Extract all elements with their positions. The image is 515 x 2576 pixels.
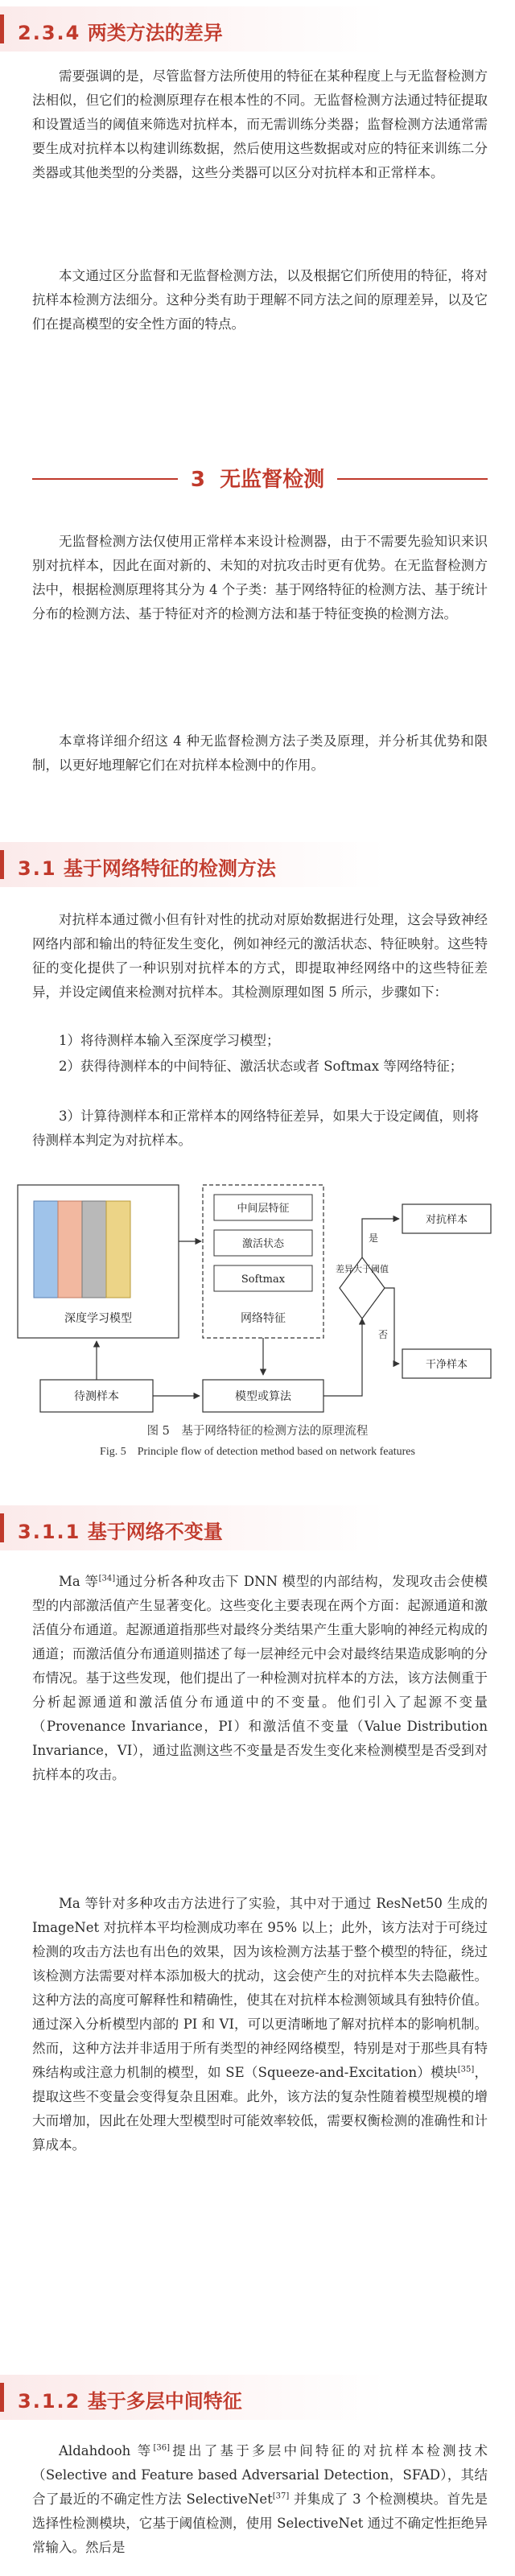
section-heading-3-1 bbox=[0, 842, 515, 887]
feature-label: 中间层特征 bbox=[237, 1203, 290, 1215]
input-label: 待测样本 bbox=[74, 1390, 119, 1403]
section-title bbox=[18, 852, 276, 881]
decision-label: 差异大于阈值 bbox=[336, 1264, 389, 1274]
flow-diagram bbox=[16, 1177, 499, 1418]
heading-bar bbox=[0, 14, 4, 43]
heading-bar bbox=[0, 1513, 4, 1542]
section-title bbox=[18, 1516, 223, 1544]
layer-blue bbox=[34, 1201, 58, 1298]
figure-caption-en: Fig. 5 Principle flow of detection method based on network features bbox=[100, 1446, 415, 1458]
section-title-text: 基于网络不变量 bbox=[87, 1521, 223, 1543]
model-label: 深度学习模型 bbox=[64, 1312, 132, 1325]
algo-label: 模型或算法 bbox=[235, 1390, 291, 1403]
paragraph: Ma 等[34]通过分析各种攻击下 DNN 模型的内部结构，发现攻击会使模型的内部激活值产生显著变化。这些变化主要表现在两个方面：起源通道和激活值分布通道。起源通道指那些对最终分类结果产生重大影响的神经元构成的通道；而激活值分布通道则描述了每一层神经元中会对最终结果造成影响的分布情况。基于这些发现，他们提出了一种检测对抗样本的方法，该方法侧重于分析起源通道和激活值分布通道中的不变量。他们引入了起源不变量（Provenance Invariance，PI）和激活值不变量（Value Distribution Invariance，VI），通过监测这些不变量是否发生变化来检测模型是否受到对抗样本的攻击。 bbox=[32, 1574, 488, 1782]
adv-label: 对抗样本 bbox=[425, 1214, 468, 1226]
section-title-text: 基于网络特征的检测方法 bbox=[63, 857, 276, 880]
paragraph: 本文通过区分监督和无监督检测方法，以及根据它们所使用的特征，将对抗样本检测方法细分。这种分类有助于理解不同方法之间的原理差异，以及它们在提高模型的安全性方面的特点。 bbox=[32, 268, 488, 332]
chapter-number: 3 bbox=[190, 468, 205, 492]
section-title-text: 两类方法的差异 bbox=[87, 22, 223, 44]
features-title: 网络特征 bbox=[241, 1312, 286, 1325]
layer-yellow bbox=[106, 1201, 130, 1298]
section-title bbox=[18, 2385, 242, 2413]
section-heading-3-1-2 bbox=[0, 2375, 515, 2420]
section-heading-3-1-1 bbox=[0, 1505, 515, 1550]
heading-bar bbox=[0, 2383, 4, 2412]
section-number: 3.1 bbox=[18, 857, 57, 880]
layer-orange bbox=[58, 1201, 82, 1298]
chapter-title bbox=[178, 468, 337, 492]
section-number: 3.1.1 bbox=[18, 1521, 81, 1543]
step-item: 2）获得待测样本的中间特征、激活状态或者 Softmax 等网络特征； bbox=[59, 1059, 464, 1074]
feature-label: Softmax bbox=[241, 1274, 286, 1286]
paragraph: 本章将详细介绍这 4 种无监督检测方法子类及原理，并分析其优势和限制，以更好地理解它们在对抗样本检测中的作用。 bbox=[32, 733, 488, 773]
paragraph: Aldahdooh 等[36]提出了基于多层中间特征的对抗样本检测技术（Selective and Feature based Adversarial Detection，SFAD），其结合了最近的不确定性方法 SelectiveNet[37] 并集成了 3 个检测模块。首先是选择性检测模块，它基于阈值检测，使用 SelectiveNet 通过不确定性拒绝异常输入。然后是 bbox=[32, 2443, 488, 2555]
section-number: 3.1.2 bbox=[18, 2390, 81, 2413]
chapter-heading bbox=[0, 460, 515, 499]
feature-label: 激活状态 bbox=[241, 1238, 285, 1250]
no-label: 否 bbox=[378, 1329, 389, 1340]
figure-caption-cn: 图 5 基于网络特征的检测方法的原理流程 bbox=[146, 1425, 369, 1438]
paragraph: 无监督检测方法仅使用正常样本来设计检测器，由于不需要先验知识来识别对抗样本，因此在面对新的、未知的对抗攻击时更有优势。在无监督检测方法中，根据检测原理将其分为 4 个子类：基于网络特征的检测方法、基于统计分布的检测方法、基于特征对齐的检测方法和基于特征变换的检测方法。 bbox=[32, 534, 488, 621]
figure-5 bbox=[16, 1177, 499, 1418]
chapter-title-text: 无监督检测 bbox=[220, 468, 325, 492]
layer-gray bbox=[82, 1201, 106, 1298]
yes-label: 是 bbox=[369, 1232, 379, 1244]
paragraph: Ma 等针对多种攻击方法进行了实验，其中对于通过 ResNet50 生成的 ImageNet 对抗样本平均检测成功率在 95% 以上；此外，该方法对于可绕过检测的攻击方法也有出色的效果，因为该检测方法基于整个模型的特征，绕过该检测方法需要对样本添加极大的扰动，这会使产生的对抗样本失去隐蔽性。这种方法的高度可解释性和精确性，使其在对抗样本检测领域具有独特价值。通过深入分析模型内部的 PI 和 VI，可以更清晰地了解对抗样本的影响机制。然而，这种方法并非适用于所有类型的神经网络模型，特别是对于那些具有特殊结构或注意力机制的模型，如 SE（Squeeze-and-Excitation）模块[35]，提取这些不变量会变得复杂且困难。此外，该方法的复杂性随着模型规模的增大而增加，因此在处理大型模型时可能效率较低，需要权衡检测的准确性和计算成本。 bbox=[32, 1896, 488, 2153]
paragraph: 对抗样本通过微小但有针对性的扰动对原始数据进行处理，这会导致神经网络内部和输出的特征发生变化，例如神经元的激活状态、特征映射。这些特征的变化提供了一种识别对抗样本的方式，即提取神经网络中的这些特征差异，并设定阈值来检测对抗样本。其检测原理如图 5 所示，步骤如下： bbox=[32, 912, 488, 1000]
step-item: 3）计算待测样本和正常样本的网络特征差异，如果大于设定阈值，则将待测样本判定为对抗样本。 bbox=[32, 1108, 479, 1148]
section-number: 2.3.4 bbox=[18, 22, 81, 44]
paragraph: 需要强调的是，尽管监督方法所使用的特征在某种程度上与无监督检测方法相似，但它们的检测原理存在根本性的不同。无监督检测方法通过特征提取和设置适当的阈值来筛选对抗样本，而无需训练分类器；监督检测方法通常需要生成对抗样本以构建训练数据，然后使用这些数据或对应的特征来训练二分类器或其他类型的分类器，这些分类器可以区分对抗样本和正常样本。 bbox=[32, 68, 488, 180]
heading-bar bbox=[0, 850, 4, 879]
clean-label: 干净样本 bbox=[425, 1359, 468, 1371]
section-heading-2-3-4 bbox=[0, 6, 515, 52]
section-title-text: 基于多层中间特征 bbox=[87, 2390, 242, 2413]
step-item: 1）将待测样本输入至深度学习模型； bbox=[59, 1033, 280, 1048]
section-title bbox=[18, 17, 223, 45]
